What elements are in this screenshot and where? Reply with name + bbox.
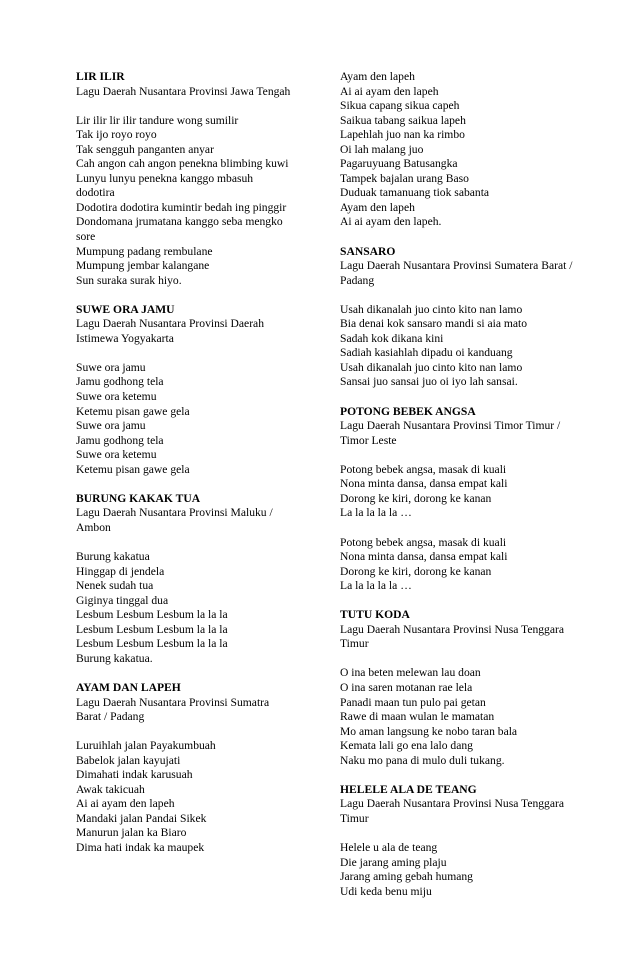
song-origin: Lagu Daerah Nusantara Provinsi Timor Timur / Timor Leste <box>340 419 561 447</box>
lyric-line: La la la la la … <box>340 579 412 593</box>
lyric-line: Suwe ora ketemu <box>76 448 157 462</box>
song-lir-ilir <box>76 70 291 288</box>
lyric-line: Helele u ala de teang <box>340 840 438 854</box>
stanza-gap <box>76 725 291 740</box>
song-burung-kakak-tua <box>76 492 291 667</box>
lyric-line: Dodotira dodotira kumintir bedah ing pinggir <box>76 200 287 214</box>
lyric-line: Babelok jalan kayujati <box>76 753 181 767</box>
lyric-line: Usah dikanalah juo cinto kito nan lamo <box>340 302 523 316</box>
lyric-line: Jarang aming gebah humang <box>340 870 473 884</box>
lyric-line: Kemata lali go ena lalo dang <box>340 739 473 753</box>
lyric-line: La la la la la … <box>340 506 412 520</box>
lyric-line: Lesbum Lesbum Lesbum la la la <box>76 637 228 651</box>
song-origin: Lagu Daerah Nusantara Provinsi Sumatera Barat / Padang <box>340 259 573 287</box>
lyric-line: Lesbum Lesbum Lesbum la la la <box>76 608 228 622</box>
song-origin: Lagu Daerah Nusantara Provinsi Sumatra Barat / Padang <box>76 695 270 724</box>
lyric-line: Mandaki jalan Pandai Sikek <box>76 811 207 825</box>
lyric-line: Dimahati indak karusuah <box>76 768 193 782</box>
lyric-line: Jamu godhong tela <box>76 433 164 447</box>
lyric-line: Usah dikanalah juo cinto kito nan lamo <box>340 360 523 374</box>
lyric-line: Suwe ora jamu <box>76 360 146 374</box>
lyric-line: Potong bebek angsa, masak di kuali <box>340 462 507 476</box>
lyric-line: Awak takicuah <box>76 782 145 796</box>
song-suwe-ora-jamu <box>76 303 291 478</box>
lyric-line: Mo aman langsung ke nobo taran bala <box>340 724 518 738</box>
lyric-line: Lesbum Lesbum Lesbum la la la <box>76 622 228 636</box>
lyric-line: Tampek bajalan urang Baso <box>340 171 469 185</box>
song-title: HELELE ALA DE TEANG <box>340 782 477 796</box>
lyric-line: Ayam den lapeh <box>340 200 415 214</box>
song-title: BURUNG KAKAK TUA <box>76 491 201 505</box>
song-origin: Lagu Daerah Nusantara Provinsi Maluku / Ambon <box>76 506 273 534</box>
song-ayam-dan-lapeh <box>76 681 291 856</box>
song-sansaro <box>340 245 575 390</box>
song-title: SANSARO <box>340 244 396 258</box>
lyric-line: Pagaruyuang Batusangka <box>340 157 458 171</box>
stanza-gap <box>76 99 291 114</box>
song-origin: Lagu Daerah Nusantara Provinsi Nusa Tenggara Timur <box>340 622 565 651</box>
song-title: SUWE ORA JAMU <box>76 302 175 316</box>
lyric-line: Duduak tamanuang tiok sabanta <box>340 186 490 200</box>
lyric-line: Naku mo pana di mulo duli tukang. <box>340 753 505 767</box>
lyric-line: Saikua tabang saikua lapeh <box>340 113 466 127</box>
lyric-line: Sansai juo sansai juo oi iyo lah sansai. <box>340 375 518 389</box>
lyric-line: Ai ai ayam den lapeh <box>340 84 439 98</box>
song-title: AYAM DAN LAPEH <box>76 680 181 694</box>
song-title: POTONG BEBEK ANGSA <box>340 404 476 418</box>
song-title: TUTU KODA <box>340 608 410 622</box>
song-title: LIR ILIR <box>76 70 125 83</box>
lyric-line: Tak sengguh panganten anyar <box>76 142 214 156</box>
song-helele-ala-de-teang <box>340 783 575 899</box>
lyric-line: Dima hati indak ka maupek <box>76 840 205 854</box>
lyric-line: Sadiah kasiahlah dipadu oi kanduang <box>340 346 513 360</box>
lyric-line: Potong bebek angsa, masak di kuali <box>340 535 507 549</box>
lyric-line: Panadi maan tun pulo pai getan <box>340 695 486 709</box>
song-potong-bebek-angsa <box>340 405 575 594</box>
lyric-line: Tak ijo royo royo <box>76 128 157 142</box>
lyric-line: Nenek sudah tua <box>76 579 154 593</box>
lyric-line: Bia denai kok sansaro mandi si aia mato <box>340 317 528 331</box>
lyric-line: Burung kakatua <box>76 550 150 564</box>
lyric-line: Suwe ora ketemu <box>76 390 157 404</box>
stanza-gap <box>340 448 575 463</box>
lyric-line: Sikua capang sikua capeh <box>340 99 460 113</box>
stanza-gap <box>340 826 575 841</box>
lyric-line: Nona minta dansa, dansa empat kali <box>340 550 508 564</box>
lyric-line: Sun suraka surak hiyo. <box>76 273 182 287</box>
lyric-line: Oi lah malang juo <box>340 142 424 156</box>
lyric-line: Lunyu lunyu penekna kanggo mbasuh dodotira <box>76 171 254 200</box>
lyric-line: Burung kakatua. <box>76 651 153 665</box>
lyric-line: Dorong ke kiri, dorong ke kanan <box>340 491 492 505</box>
song-origin: Lagu Daerah Nusantara Provinsi Jawa Tengah <box>76 84 291 98</box>
lyric-line: Ayam den lapeh <box>340 70 415 83</box>
lyric-line: O ina beten melewan lau doan <box>340 666 481 680</box>
lyric-line: Dorong ke kiri, dorong ke kanan <box>340 564 492 578</box>
song-tutu-koda <box>340 608 575 768</box>
lyric-line: Lapehlah juo nan ka rimbo <box>340 128 465 142</box>
stanza-gap <box>340 521 575 536</box>
lyric-line: O ina saren motanan rae lela <box>340 680 473 694</box>
lyric-line: Ai ai ayam den lapeh <box>76 797 175 811</box>
right-column <box>340 70 575 914</box>
stanza-gap <box>76 346 291 361</box>
lyric-line: Nona minta dansa, dansa empat kali <box>340 477 508 491</box>
lyric-line: Cah angon cah angon penekna blimbing kuwi <box>76 157 289 171</box>
lyric-line: Hinggap di jendela <box>76 564 165 578</box>
lyric-line: Manurun jalan ka Biaro <box>76 826 187 840</box>
lyric-line: Ketemu pisan gawe gela <box>76 462 190 476</box>
lyric-line: Jamu godhong tela <box>76 375 164 389</box>
stanza-gap <box>76 536 291 551</box>
left-column <box>76 70 291 870</box>
lyric-line: Udi keda benu miju <box>340 884 432 898</box>
song-continuation <box>340 70 575 230</box>
lyric-line: Ai ai ayam den lapeh. <box>340 215 442 229</box>
lyric-line: Sadah kok dikana kini <box>340 331 444 345</box>
song-origin: Lagu Daerah Nusantara Provinsi Daerah Istimewa Yogyakarta <box>76 317 265 345</box>
lyric-line: Luruihlah jalan Payakumbuah <box>76 739 216 753</box>
lyric-line: Ketemu pisan gawe gela <box>76 404 190 418</box>
lyric-line: Mumpung jembar kalangane <box>76 259 210 273</box>
stanza-gap <box>340 288 575 303</box>
lyric-line: Suwe ora jamu <box>76 419 146 433</box>
lyric-line: Mumpung padang rembulane <box>76 244 213 258</box>
lyric-line: Die jarang aming plaju <box>340 855 447 869</box>
stanza-gap <box>340 652 575 667</box>
lyric-line: Rawe di maan wulan le mamatan <box>340 710 495 724</box>
lyric-line: Lir ilir lir ilir tandure wong sumilir <box>76 113 239 127</box>
lyric-line: Giginya tinggal dua <box>76 593 169 607</box>
lyric-line: Dondomana jrumatana kanggo seba mengko sore <box>76 215 283 244</box>
song-origin: Lagu Daerah Nusantara Provinsi Nusa Tenggara Timur <box>340 797 565 825</box>
